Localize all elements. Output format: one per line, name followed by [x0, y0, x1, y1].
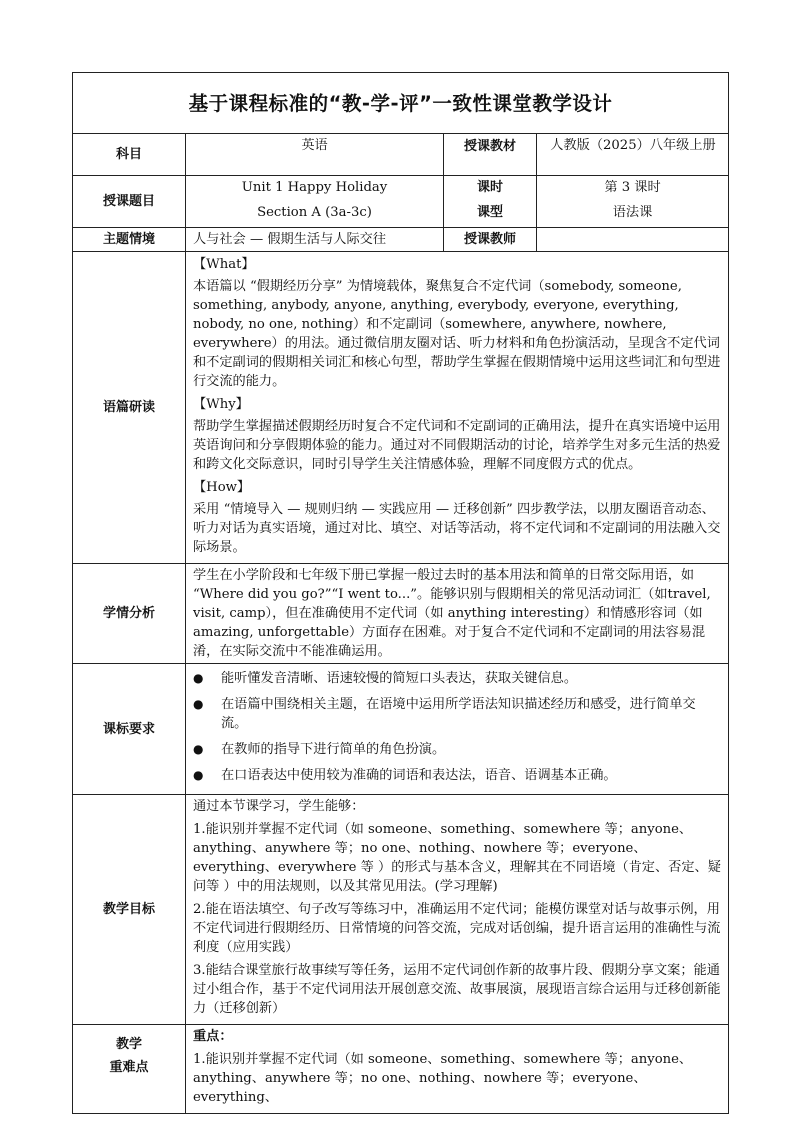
bullet-icon: ● — [193, 697, 204, 711]
page-title: 基于课程标准的“教-学-评”一致性课堂教学设计 — [73, 73, 729, 134]
what-tag: 【What】 — [193, 257, 255, 272]
lesson-plan-table — [72, 72, 729, 1114]
lesson-plan-sheet — [72, 72, 728, 1114]
period-type-labels — [444, 176, 537, 228]
bullet-icon: ● — [193, 671, 204, 685]
how-tag: 【How】 — [193, 480, 251, 495]
objectives-intro: 通过本节课学习，学生能够： — [193, 799, 365, 814]
learner-label: 学情分析 — [73, 564, 186, 664]
standards-label: 课标要求 — [73, 664, 186, 795]
standard-text: 能听懂发音清晰、语速较慢的简短口头表达，获取关键信息。 — [221, 671, 578, 686]
objective-item: 2.能在语法填空、句子改写等练习中，准确运用不定代词；能模仿课堂对话与故事示例，用不定代词进行假期经历、日常情境的问答交流，完成对话创编，提升语言运用的准确性与流利度（应用实践） — [193, 902, 721, 955]
topic-label: 授课题目 — [73, 176, 186, 228]
keypoints-content — [186, 1025, 729, 1114]
period-label: 课时 — [476, 180, 503, 195]
standard-text: 在语篇中围绕相关主题，在语境中运用所学语法知识描述经历和感受，进行简单交流。 — [221, 697, 696, 731]
standard-item — [193, 695, 722, 733]
keypoints-label — [73, 1025, 186, 1114]
subject-value: 英语 — [186, 134, 444, 176]
standard-item — [193, 669, 722, 688]
period-type-values — [537, 176, 729, 228]
period-value: 第 3 课时 — [604, 180, 661, 195]
why-tag: 【Why】 — [193, 397, 249, 412]
type-label: 课型 — [476, 205, 503, 220]
discourse-content — [186, 252, 729, 564]
standards-list — [186, 664, 729, 795]
theme-label: 主题情境 — [73, 228, 186, 252]
objective-item: 3.能结合课堂旅行故事续写等任务，运用不定代词创作新的故事片段、假期分享文案；能通过小组合作，基于不定代词用法开展创意交流、故事展演，展现语言综合运用与迁移创新能力（迁移创新） — [193, 963, 721, 1016]
textbook-value: 人教版（2025）八年级上册 — [537, 134, 729, 176]
topic-value — [186, 176, 444, 228]
keypoints-label-line2: 重难点 — [109, 1060, 149, 1075]
teacher-label: 授课教师 — [444, 228, 537, 252]
standard-item — [193, 740, 722, 759]
how-text: 采用 “情境导入 — 规则归纳 — 实践应用 — 迁移创新” 四步教学法，以朋友圈语音动态、听力对话为真实语境，通过对比、填空、对话等活动，将不定代词和不定副词的用法融入交际场景。 — [193, 502, 721, 555]
standard-text: 在口语表达中使用较为准确的词语和表达法，语音、语调基本正确。 — [221, 768, 617, 783]
objective-item: 1.能识别并掌握不定代词（如 someone、something、somewhere 等；anyone、anything、anywhere 等；no one、nothing、nowhere 等；everyone、everything、everywhere 等 ）的形式与基本含义，理解其在不同语境（肯定、否定、疑问等 ）中的用法规则，以及其常见用法。(学习理解) — [193, 822, 721, 894]
textbook-label: 授课教材 — [444, 134, 537, 176]
keypoints-heading: 重点： — [193, 1029, 233, 1044]
topic-line-1: Unit 1 Happy Holiday — [241, 180, 388, 195]
standard-item — [193, 766, 722, 785]
objectives-content — [186, 795, 729, 1025]
teacher-value — [537, 228, 729, 252]
learner-text: 学生在小学阶段和七年级下册已掌握一般过去时的基本用法和简单的日常交际用语，如 “Where did you go?”“I went to...”。能够识别与假期相关的常见活动词汇（如travel, visit, camp），但在准确使用不定代词（如 anything interesting）和情感形容词（如 amazing, unforgettable）方面存在困难。对于复合不定代词和不定副词的用法容易混淆，在实际交流中不能准确运用。 — [186, 564, 729, 664]
standard-text: 在教师的指导下进行简单的角色扮演。 — [221, 742, 446, 757]
topic-line-2: Section A (3a-3c) — [257, 205, 372, 220]
objectives-label: 教学目标 — [73, 795, 186, 1025]
bullet-icon: ● — [193, 768, 204, 782]
type-value: 语法课 — [612, 205, 653, 220]
what-text: 本语篇以 “假期经历分享” 为情境载体，聚焦复合不定代词（somebody, someone, something, anybody, anyone, anything, everybody, everyone, everything, nobody, no one, nothing）和不定副词（somewhere, anywhere, nowhere, everywhere）的用法。通过微信朋友圈对话、听力材料和角色扮演活动，呈现含不定代词和不定副词的假期相关词汇和核心句型，帮助学生掌握在假期情境中运用这些词汇和句型进行交流的能力。 — [193, 279, 721, 389]
subject-label: 科目 — [73, 134, 186, 176]
keypoints-text: 1.能识别并掌握不定代词（如 someone、something、somewhere 等；anyone、anything、anywhere 等；no one、nothing、nowhere 等；everyone、everything、 — [193, 1052, 693, 1105]
bullet-icon: ● — [193, 742, 204, 756]
why-text: 帮助学生掌握描述假期经历时复合不定代词和不定副词的正确用法，提升在真实语境中运用英语询问和分享假期体验的能力。通过对不同假期活动的讨论，培养学生对多元生活的热爱和跨文化交际意识，同时引导学生关注情感体验，理解不同度假方式的优点。 — [193, 419, 721, 472]
keypoints-label-line1: 教学 — [115, 1037, 142, 1052]
theme-value: 人与社会 — 假期生活与人际交往 — [186, 228, 444, 252]
discourse-label: 语篇研读 — [73, 252, 186, 564]
